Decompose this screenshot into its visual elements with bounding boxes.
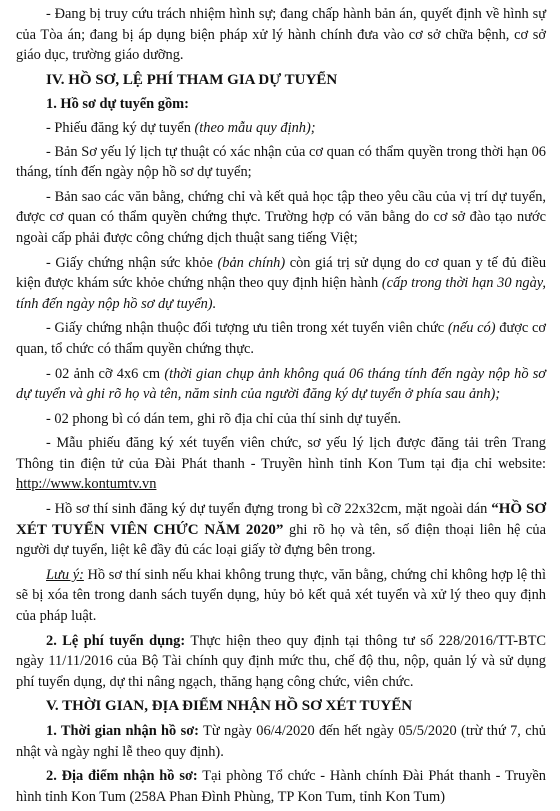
time-paragraph: [16, 721, 546, 762]
item-photos: [16, 364, 546, 405]
location-title: 2. Địa điểm nhận hồ sơ:: [46, 768, 198, 785]
item-packaging-text-2: ghi rõ họ và tên, số điện thoại liên hệ của người dự tuyển, liệt kê đầy đủ các loại giấy tờ đựng bên trong.: [16, 521, 546, 559]
item-curriculum-vitae: - Bản Sơ yếu lý lịch tự thuật có xác nhận của cơ quan có thẩm quyền trong thời hạn 06 tháng, tính đến ngày nộp hồ sơ dự tuyển;: [16, 143, 546, 181]
location-paragraph: [16, 766, 546, 807]
item-packaging-label: “HỒ SƠ XÉT TUYỂN VIÊN CHỨC NĂM 2020”: [16, 501, 546, 538]
item-health-note-1: (bản chính): [217, 254, 286, 271]
note-label: Lưu ý:: [46, 566, 84, 583]
item-degrees: - Bản sao các văn bằng, chứng chỉ và kết quả học tập theo yêu cầu của vị trí dự tuyển, được cơ quan có thẩm quyền chứng thực. Trường hợp có văn bằng do cơ sở đào tạo nước ngoài cấp phải được công chứng dịch thuật sang tiếng Việt;: [16, 188, 546, 246]
item-photos-note: (thời gian chụp ảnh không quá 06 tháng tính đến ngày nộp hồ sơ dự tuyển và ghi rõ họ và tên, năm sinh của người đăng ký dự tuyển ở phía sau ảnh);: [16, 365, 546, 403]
item-health-note-2: (cấp trong thời hạn 30 ngày, tính đến ngày nộp hồ sơ dự tuyển).: [16, 275, 546, 312]
time-text: Từ ngày 06/4/2020 đến hết ngày 05/5/2020 (trừ thứ 7, chủ nhật và ngày nghỉ lễ theo quy định).: [16, 723, 546, 760]
note-text: Hồ sơ thí sinh nếu khai không trung thực, văn bằng, chứng chỉ không hợp lệ thì sẽ bị xóa tên trong danh sách tuyển dụng, hủy bỏ kết quả xét tuyển và xử lý theo quy định của pháp luật.: [16, 566, 546, 625]
paragraph-criminal: - Đang bị truy cứu trách nhiệm hình sự; đang chấp hành bản án, quyết định về hình sự của Tòa án; đang bị áp dụng biện pháp xử lý hành chính đưa vào cơ sở chữa bệnh, cơ sở giáo dục, trường giáo dưỡng.: [16, 6, 546, 64]
item-priority-certificate: [16, 318, 546, 359]
item-registration-form-note: (theo mẫu quy định);: [194, 119, 316, 136]
note-paragraph: [16, 565, 546, 627]
item-health-certificate: [16, 253, 546, 315]
section-5-heading: V. THỜI GIAN, ĐỊA ĐIỂM NHẬN HỒ SƠ XÉT TUYỂN: [46, 698, 413, 715]
item-packaging-text-1: - Hồ sơ thí sinh đăng ký dự tuyển đựng trong bì cỡ 22x32cm, mặt ngoài dán: [46, 501, 492, 518]
subsection-1-title: 1. Hồ sơ dự tuyển gồm:: [46, 96, 189, 113]
item-priority-note: (nếu có): [447, 320, 496, 337]
item-priority-text-1: - Giấy chứng nhận thuộc đối tượng ưu tiên trong xét tuyển viên chức: [46, 320, 448, 337]
section-4-heading: IV. HỒ SƠ, LỆ PHÍ THAM GIA DỰ TUYỂN: [46, 71, 338, 88]
item-templates-text: - Mẫu phiếu đăng ký xét tuyển viên chức, sơ yếu lý lịch được đăng tải trên Trang Thông tin điện tử của Đài Phát thanh - Truyền hình tỉnh Kon Tum tại địa chỉ website:: [16, 435, 546, 472]
website-link[interactable]: http://www.kontumtv.vn: [16, 476, 157, 493]
item-health-text-2: còn giá trị sử dụng do cơ quan y tế đủ điều kiện được khám sức khỏe chứng nhận theo quy định hiện hành: [16, 254, 547, 292]
subsection-2-text: Thực hiện theo quy định tại thông tư số 228/2016/TT-BTC ngày 11/11/2016 của Bộ Tài chính quy định mức thu, chế độ thu, nộp, quản lý và sử dụng phí tuyển dụng, dự thi nâng ngạch, thăng hạng công chức, viên chức.: [16, 632, 546, 690]
item-registration-form: [16, 118, 546, 139]
location-text: Tại phòng Tổ chức - Hành chính Đài Phát thanh - Truyền hình tỉnh Kon Tum (258A Phan Đình Phùng, TP Kon Tum, tỉnh Kon Tum): [16, 768, 546, 805]
item-photos-text: - 02 ảnh cỡ 4x6 cm: [46, 365, 165, 382]
item-packaging: [16, 499, 546, 561]
subsection-1-heading: [16, 94, 546, 115]
subsection-2-title: 2. Lệ phí tuyển dụng:: [46, 632, 186, 649]
item-registration-form-text: - Phiếu đăng ký dự tuyển: [46, 119, 195, 136]
subsection-2: [16, 631, 546, 693]
item-health-text-1: - Giấy chứng nhận sức khỏe: [46, 254, 218, 271]
item-templates: [16, 433, 546, 495]
item-envelopes: - 02 phong bì có dán tem, ghi rõ địa chỉ của thí sinh dự tuyển.: [46, 410, 402, 427]
time-title: 1. Thời gian nhận hồ sơ:: [46, 723, 199, 739]
item-priority-text-2: được cơ quan, tổ chức có thẩm quyền chứng thực.: [16, 320, 546, 357]
